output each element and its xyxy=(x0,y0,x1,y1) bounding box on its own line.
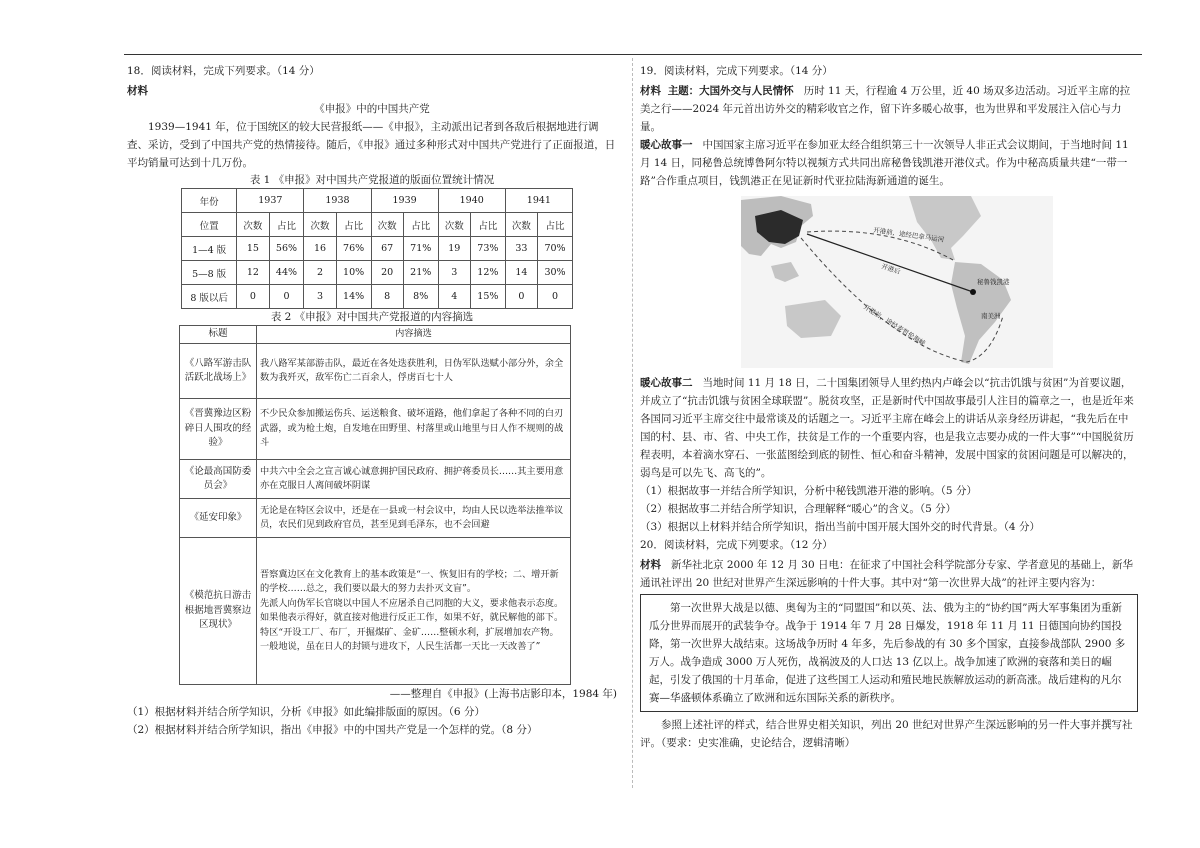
route-map-svg xyxy=(741,196,1053,368)
table1-caption: 表 1 《申报》对中国共产党报道的版面位置统计情况 xyxy=(249,174,495,186)
q20-intro xyxy=(640,556,1138,592)
article-title: 《模范抗日游击根据地晋冀察边区现状》 xyxy=(180,538,257,685)
article-title: 《论最高国防委员会》 xyxy=(180,460,257,499)
table-cell: 14 xyxy=(505,261,537,285)
q19-subquestion-2: （2）根据故事二并结合所学知识，合理解释“暖心”的含义。（5 分） xyxy=(640,503,957,515)
ratio-header: 占比 xyxy=(336,213,371,237)
table-cell: 70% xyxy=(538,237,573,261)
table-cell: 4 xyxy=(438,285,470,309)
story2-label: 暖心故事二 xyxy=(640,377,693,389)
ratio-header: 占比 xyxy=(538,213,573,237)
table-row xyxy=(180,499,571,538)
table-cell: 0 xyxy=(269,285,304,309)
top-rule xyxy=(124,54,1142,55)
table1-body xyxy=(182,237,573,309)
table-cell: 0 xyxy=(538,285,573,309)
table-row xyxy=(180,538,571,685)
table-cell: 21% xyxy=(403,261,438,285)
q19-story1 xyxy=(640,136,1138,190)
year-cell: 1938 xyxy=(304,189,371,213)
q19-subquestion-1: （1）根据故事一并结合所学知识，分析中秘钱凯港开港的影响。（5 分） xyxy=(640,485,977,497)
table-cell: 67 xyxy=(371,237,403,261)
year-cell: 1940 xyxy=(438,189,505,213)
table-cell: 19 xyxy=(438,237,470,261)
table-cell: 56% xyxy=(269,237,304,261)
q18-material-label: 材料 xyxy=(127,85,148,97)
q19-theme-label: 主题：大国外交与人民情怀 xyxy=(667,85,794,97)
q20-heading: 20．阅读材料，完成下列要求。（12 分） xyxy=(640,539,833,551)
table-cell: 0 xyxy=(237,285,269,309)
row-label: 1—4 版 xyxy=(182,237,237,261)
ratio-header: 占比 xyxy=(269,213,304,237)
right-column xyxy=(640,62,1138,752)
article-excerpt: 中共六中全会之宣言诚心诚意拥护国民政府、拥护蒋委员长……其主要用意亦在克服日人离间破坏阴谋 xyxy=(257,460,571,499)
article-title: 《延安印象》 xyxy=(180,499,257,538)
table2 xyxy=(179,325,571,685)
story2-text: 当地时间 11 月 18 日，二十国集团领导人里约热内卢峰会以“抗击饥饿与贫困”为首要议题，并成立了“抗击饥饿与贫困全球联盟”。脱贫攻坚，正是新时代中国故事最引人注目的篇章之一，也是近年来各国同习近平主席交往中最常谈及的话题之一。习近平主席在峰会上的讲话从亲身经历讲起，“我先后在中国的村、县、市、省、中央工作，扶贫是工作的一个重要内容，也是我立志要办成的一件大事”“中国脱贫历程表明，本着滴水穿石、一张蓝图绘到底的韧性、恒心和奋斗精神，发展中国家的贫困问题是可以解决的，弱鸟是可以先飞、高飞的”。 xyxy=(640,377,1134,479)
q19-heading: 19．阅读材料，完成下列要求。（14 分） xyxy=(640,65,833,77)
table1 xyxy=(181,188,573,309)
route-map xyxy=(741,196,1053,368)
q18-material-title: 《申报》中的中国共产党 xyxy=(314,103,430,115)
left-column xyxy=(127,62,617,739)
label-chancay-port: 秘鲁钱凯港 xyxy=(977,278,1010,286)
q19-theme-text: 历时 11 天，行程逾 4 万公里，近 40 场双多边活动。习近平主席的拉美之行——2024 年元首出访外交的精彩收官之作，留下许多暖心故事，也为世界和平发展注入信心与力量。 xyxy=(640,85,1131,133)
count-header: 次数 xyxy=(505,213,537,237)
year-cell: 1941 xyxy=(505,189,572,213)
table-cell: 33 xyxy=(505,237,537,261)
table-row xyxy=(180,344,571,399)
table-cell: 76% xyxy=(336,237,371,261)
story1-label: 暖心故事一 xyxy=(640,139,693,151)
year-cell: 1937 xyxy=(237,189,304,213)
table-row xyxy=(182,237,573,261)
table-row xyxy=(180,399,571,460)
row-label: 5—8 版 xyxy=(182,261,237,285)
article-excerpt: 无论是在特区会议中，还是在一县或一村会议中，均由人民以选举法推举议员，农民们见到政府官员，甚至见到毛泽东，也不会回避 xyxy=(257,499,571,538)
table-row xyxy=(180,326,571,344)
q20-intro-text: 新华社北京 2000 年 12 月 30 日电：在征求了中国社会科学院部分专家、学者意见的基础上，新华通讯社评出 20 世纪对世界产生深远影响的十件大事。其中对“第一次世界大战”的社评主要内容为： xyxy=(640,559,1133,589)
table-cell: 14% xyxy=(336,285,371,309)
label-magellan-route: 开港前，途经麦哲伦海峡 xyxy=(861,302,927,348)
table-cell: 2 xyxy=(304,261,336,285)
article-title: 《八路军游击队活跃北战场上》 xyxy=(180,344,257,399)
table-cell: 15% xyxy=(470,285,505,309)
position-header: 位置 xyxy=(182,213,237,237)
article-excerpt: 不少民众参加搬运伤兵、运送粮食、破坏道路，他们拿起了各种不同的白刃武器，或为枪土炮，自发地在田野里、村落里或山地里与日人作不规则的战斗 xyxy=(257,399,571,460)
table-cell: 12 xyxy=(237,261,269,285)
table-cell: 12% xyxy=(470,261,505,285)
label-panama-route: 开港前，途经巴拿马运河 xyxy=(872,226,945,244)
title-column-header: 标题 xyxy=(180,326,257,344)
count-header: 次数 xyxy=(237,213,269,237)
ratio-header: 占比 xyxy=(403,213,438,237)
table-row xyxy=(182,285,573,309)
content-column-header: 内容摘选 xyxy=(257,326,571,344)
table-row xyxy=(180,460,571,499)
count-header: 次数 xyxy=(304,213,336,237)
table-row xyxy=(182,189,573,213)
q18-subquestion-2: （2）根据材料并结合所学知识，指出《申报》中的中国共产党是一个怎样的党。（8 分） xyxy=(127,724,538,736)
article-title: 《晋冀豫边区粉碎日人围攻的经验》 xyxy=(180,399,257,460)
count-header: 次数 xyxy=(438,213,470,237)
year-header: 年份 xyxy=(182,189,237,213)
table-cell: 8 xyxy=(371,285,403,309)
year-cell: 1939 xyxy=(371,189,438,213)
table-cell: 3 xyxy=(304,285,336,309)
article-excerpt: 晋察冀边区在文化教育上的基本政策是“一、恢复旧有的学校；二、增开新的学校……总之，我们要以最大的努力去扑灭文盲”。 先派人向伪军长官晓以中国人不应屠杀自己同胞的大义，要求他表示态度。如果他表示得好，就直接对他进行反正工作，如果不好，就民解他的部下。 特区“开设工厂、布厂，开掘煤矿、金矿……整顿水利，扩展增加农产物。一般地说，虽在日人的封锁与进攻下，人民生活都一天比一天改善了” xyxy=(257,538,571,685)
table-cell: 73% xyxy=(470,237,505,261)
table-cell: 30% xyxy=(538,261,573,285)
table-row xyxy=(182,213,573,237)
q18-subquestion-1: （1）根据材料并结合所学知识，分析《申报》如此编排版面的原因。（6 分） xyxy=(127,706,485,718)
source-note: ——整理自《申报》(上海书店影印本，1984 年) xyxy=(389,688,617,700)
column-separator xyxy=(632,58,633,788)
table-row xyxy=(182,261,573,285)
article-excerpt: 我八路军某部游击队，最近在各处迭获胜利，日伪军队迭赋小部分外，余全数为我歼灭，敌军伤亡二百余人，俘虏百七十人 xyxy=(257,344,571,399)
count-header: 次数 xyxy=(371,213,403,237)
editorial-box xyxy=(640,594,1138,712)
table-cell: 20 xyxy=(371,261,403,285)
story1-text: 中国国家主席习近平在参加亚太经合组织第三十一次领导人非正式会议期间，于当地时间 11 月 14 日，同秘鲁总统博鲁阿尔特以视频方式共同出席秘鲁钱凯港开港仪式。作为中秘高质量共建“一带一路”合作重点项目，钱凯港正在见证新时代亚拉陆海新通道的诞生。 xyxy=(640,139,1129,187)
table-cell: 8% xyxy=(403,285,438,309)
row-label: 8 版以后 xyxy=(182,285,237,309)
q18-heading: 18．阅读材料，完成下列要求。（14 分） xyxy=(127,65,320,77)
table-cell: 3 xyxy=(438,261,470,285)
table-cell: 44% xyxy=(269,261,304,285)
label-south-america: 南美洲 xyxy=(981,312,1001,320)
q19-theme xyxy=(640,82,1138,136)
ratio-header: 占比 xyxy=(470,213,505,237)
table-cell: 16 xyxy=(304,237,336,261)
q20-task: 参照上述社评的样式，结合世界史相关知识，列出 20 世纪对世界产生深远影响的另一件大事并撰写社评。（要求：史实准确，史论结合，逻辑清晰） xyxy=(640,719,1133,749)
chancay-port-marker xyxy=(970,289,976,295)
q19-story2 xyxy=(640,374,1138,482)
table-cell: 15 xyxy=(237,237,269,261)
q20-material-label: 材料 xyxy=(640,559,661,571)
table-cell: 71% xyxy=(403,237,438,261)
q19-material-label: 材料 xyxy=(640,85,661,97)
table2-caption: 表 2 《申报》对中国共产党报道的内容摘选 xyxy=(270,311,474,323)
q18-intro: 1939—1941 年，位于国统区的较大民营报纸——《申报》，主动派出记者到各敌后根据地进行调查、采访，受到了中国共产党的热情接待。随后，《申报》通过多种形式对中国共产党进行了正面报道，日平均销量可达到十几万份。 xyxy=(127,121,616,169)
editorial-text: 第一次世界大战是以德、奥匈为主的“同盟国”和以英、法、俄为主的“协约国”两大军事集团为重新瓜分世界而展开的武装争夺。战争于 1914 年 7 月 28 日爆发，1918 年 11 月 11 日德国向协约国投降，第一次世界大战结束。这场战争历时 4 年多，先后参战的有 30 多个国家，直接参战部队 2900 多万人。战争造成 3000 万人死伤，战祸波及的人口达 13 亿以上。战争加速了欧洲的衰落和美日的崛起，引发了俄国的十月革命，促进了这些国工人运动和殖民地民族解放运动的新高涨。战后建构的凡尔赛—华盛顿体系确立了欧洲和远东国际关系的新秩序。 xyxy=(649,602,1126,704)
label-after-opening: 开港后 xyxy=(880,262,902,276)
q19-subquestion-3: （3）根据以上材料并结合所学知识，指出当前中国开展大国外交的时代背景。（4 分） xyxy=(640,521,1040,533)
table-cell: 0 xyxy=(505,285,537,309)
table-cell: 10% xyxy=(336,261,371,285)
